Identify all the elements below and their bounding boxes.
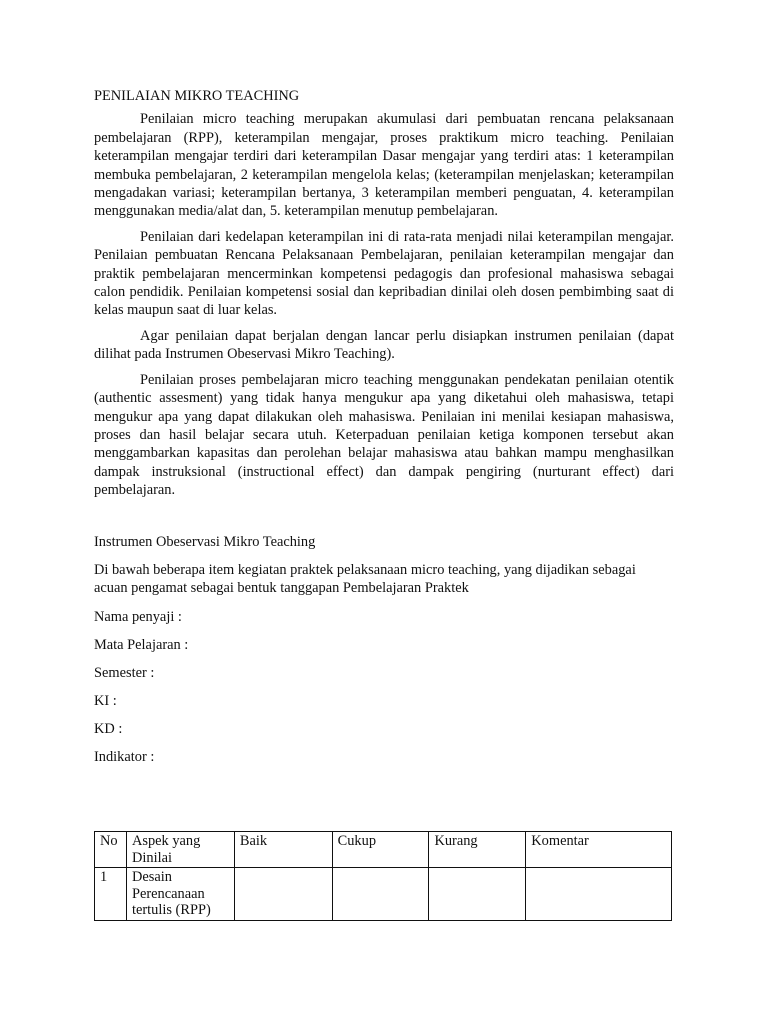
document-body (94, 87, 674, 776)
cell-cukup (332, 868, 429, 921)
table-header-row (95, 832, 672, 868)
header-komentar: Komentar (526, 832, 672, 868)
cell-baik (234, 868, 332, 921)
header-cukup: Cukup (332, 832, 429, 868)
header-no: No (95, 832, 127, 868)
cell-komentar (526, 868, 672, 921)
header-aspek: Aspek yang Dinilai (126, 832, 234, 868)
field-semester: Semester : (94, 664, 155, 681)
table-row (95, 868, 672, 921)
field-mata-pelajaran: Mata Pelajaran : (94, 636, 189, 653)
header-baik: Baik (234, 832, 332, 868)
paragraph-1: Penilaian micro teaching merupakan akumulasi dari pembuatan rencana pelaksanaan pembelajaran (RPP), keterampilan mengajar, proses praktikum micro teaching. Penilaian keterampilan mengajar terdiri dari keterampilan Dasar mengajar yang terdiri atas: 1 keterampilan membuka pembelajaran, 2 keterampilan mengelola kelas; (keterampilan menjelaskan; keterampilan mengadakan variasi; keterampilan bertanya, 3 keterampilan memberi penguatan, 4. keterampilan menggunakan media/alat dan, 5. keterampilan menutup pembelajaran. (94, 111, 674, 220)
cell-kurang (429, 868, 526, 921)
paragraph-4: Penilaian proses pembelajaran micro teaching menggunakan pendekatan penilaian otentik (authentic assesment) yang tidak hanya mengukur apa yang diketahui oleh mahasiswa, tetapi mengukur apa yang dapat dilakukan oleh mahasiswa. Penilaian ini menilai kesiapan mahasiswa, proses dan hasil belajar secara utuh. Keterpaduan penilaian ketiga komponen tersebut akan menggambarkan kapasitas dan perolehan belajar mahasiswa atau bahkan mampu menghasilkan dampak instruksional (instructional effect) dan dampak pengiring (nurturant effect) dari pembelajaran. (94, 371, 674, 499)
instrument-intro: Di bawah beberapa item kegiatan praktek pelaksanaan micro teaching, yang dijadikan sebagai acuan pengamat sebagai bentuk tanggapan Pembelajaran Praktek (94, 561, 636, 597)
paragraph-3: Agar penilaian dapat berjalan dengan lancar perlu disiapkan instrumen penilaian (dapat dilihat pada Instrumen Obeservasi Mikro Teaching). (94, 327, 674, 363)
instrument-heading: Instrumen Obeservasi Mikro Teaching (94, 533, 316, 550)
section-spacer (94, 507, 674, 533)
field-nama-penyaji: Nama penyaji : (94, 608, 182, 625)
field-ki: KI : (94, 692, 117, 709)
observation-table (94, 831, 672, 921)
document-title: PENILAIAN MIKRO TEACHING (94, 88, 300, 104)
cell-no: 1 (95, 868, 127, 921)
header-kurang: Kurang (429, 832, 526, 868)
cell-aspek: Desain Perencanaan tertulis (RPP) (126, 868, 234, 921)
paragraph-2: Penilaian dari kedelapan keterampilan ini di rata-rata menjadi nilai keterampilan mengajar. Penilaian pembuatan Rencana Pelaksanaan Pembelajaran, penilaian keterampilan mengajar dan praktik pembelajaran mencerminkan kompetensi pedagogis dan profesional mahasiswa sebagai calon pendidik. Penilaian kompetensi sosial dan kepribadian dinilai oleh dosen pembimbing saat di kelas maupun saat di luar kelas. (94, 228, 674, 319)
field-kd: KD : (94, 720, 123, 737)
field-indikator: Indikator : (94, 748, 155, 765)
